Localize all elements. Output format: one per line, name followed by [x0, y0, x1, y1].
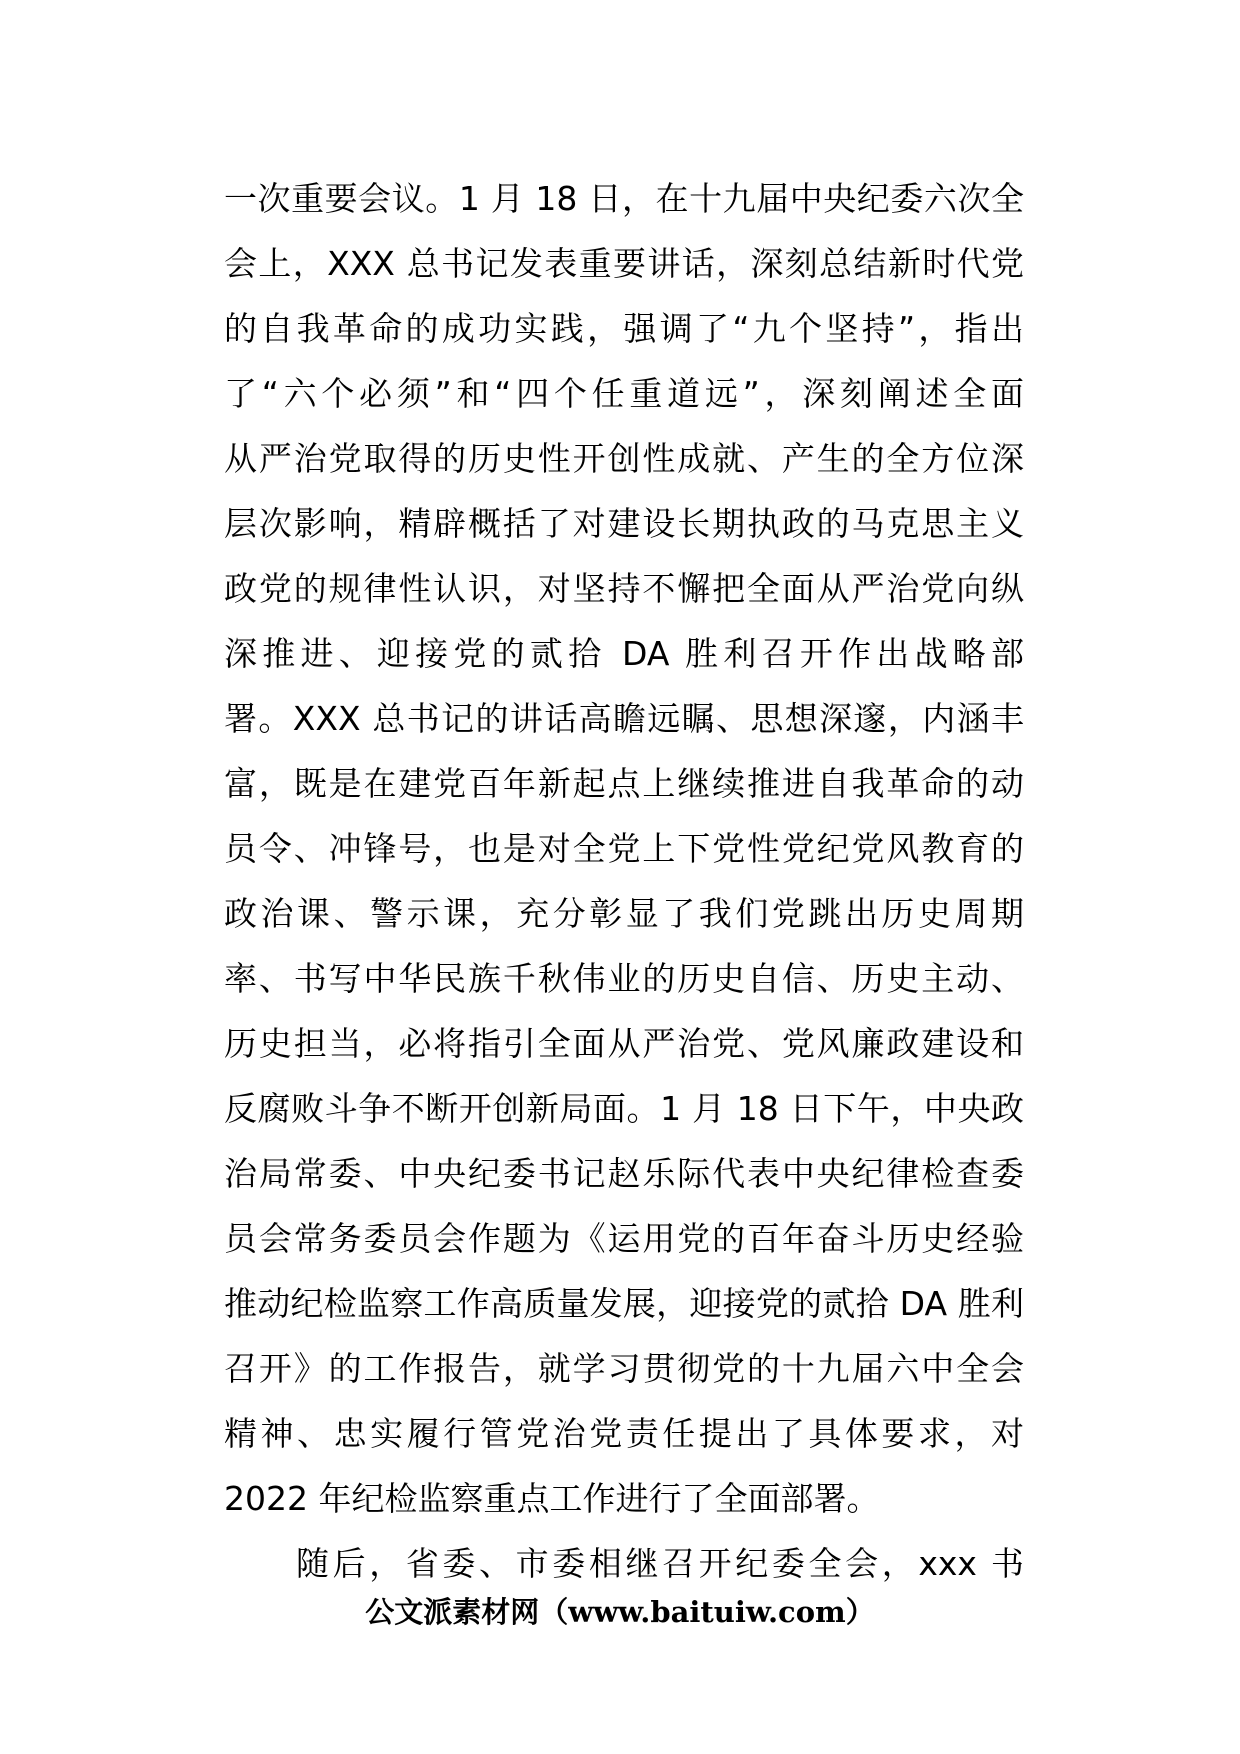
text-line: 2022 年纪检监察重点工作进行了全面部署。 [224, 1479, 880, 1518]
text-line: 反腐败斗争不断开创新局面。1 月 18 日下午，中央政 [224, 1089, 1024, 1128]
text-line: 治局常委、中央纪委书记赵乐际代表中央纪律检查委 [224, 1154, 1024, 1193]
text-line: 政党的规律性认识，对坚持不懈把全面从严治党向纵 [224, 569, 1024, 608]
paragraph [224, 1531, 1024, 1596]
text-line: 了“六个必须”和“四个任重道远”，深刻阐述全面 [224, 374, 1024, 413]
text-line: 会上，XXX 总书记发表重要讲话，深刻总结新时代党 [224, 244, 1024, 283]
text-line: 署。XXX 总书记的讲话高瞻远瞩、思想深邃，内涵丰 [224, 699, 1024, 738]
text-line: 员令、冲锋号，也是对全党上下党性党纪党风教育的 [224, 829, 1024, 868]
footer-watermark: 公文派素材网（www.baituiw.com） [365, 1595, 875, 1629]
text-line: 随后，省委、市委相继召开纪委全会，xxx 书 [296, 1544, 1024, 1583]
text-line: 深推进、迎接党的贰拾 DA 胜利召开作出战略部 [224, 634, 1024, 673]
text-line: 员会常务委员会作题为《运用党的百年奋斗历史经验 [224, 1219, 1024, 1258]
text-line: 推动纪检监察工作高质量发展，迎接党的贰拾 DA 胜利 [224, 1284, 1024, 1323]
text-line: 率、书写中华民族千秋伟业的历史自信、历史主动、 [224, 959, 1024, 998]
text-line: 召开》的工作报告，就学习贯彻党的十九届六中全会 [224, 1349, 1024, 1388]
text-line: 层次影响，精辟概括了对建设长期执政的马克思主义 [224, 504, 1024, 543]
text-line: 一次重要会议。1 月 18 日，在十九届中央纪委六次全 [224, 179, 1024, 218]
text-line: 富，既是在建党百年新起点上继续推进自我革命的动 [224, 764, 1024, 803]
text-line: 历史担当，必将指引全面从严治党、党风廉政建设和 [224, 1024, 1024, 1063]
paragraph [224, 166, 1024, 1531]
text-line: 政治课、警示课，充分彰显了我们党跳出历史周期 [224, 894, 1024, 933]
document-body [224, 166, 1024, 1596]
text-line: 的自我革命的成功实践，强调了“九个坚持”，指出 [224, 309, 1024, 348]
text-line: 精神、忠实履行管党治党责任提出了具体要求，对 [224, 1414, 1024, 1453]
text-line: 从严治党取得的历史性开创性成就、产生的全方位深 [224, 439, 1024, 478]
